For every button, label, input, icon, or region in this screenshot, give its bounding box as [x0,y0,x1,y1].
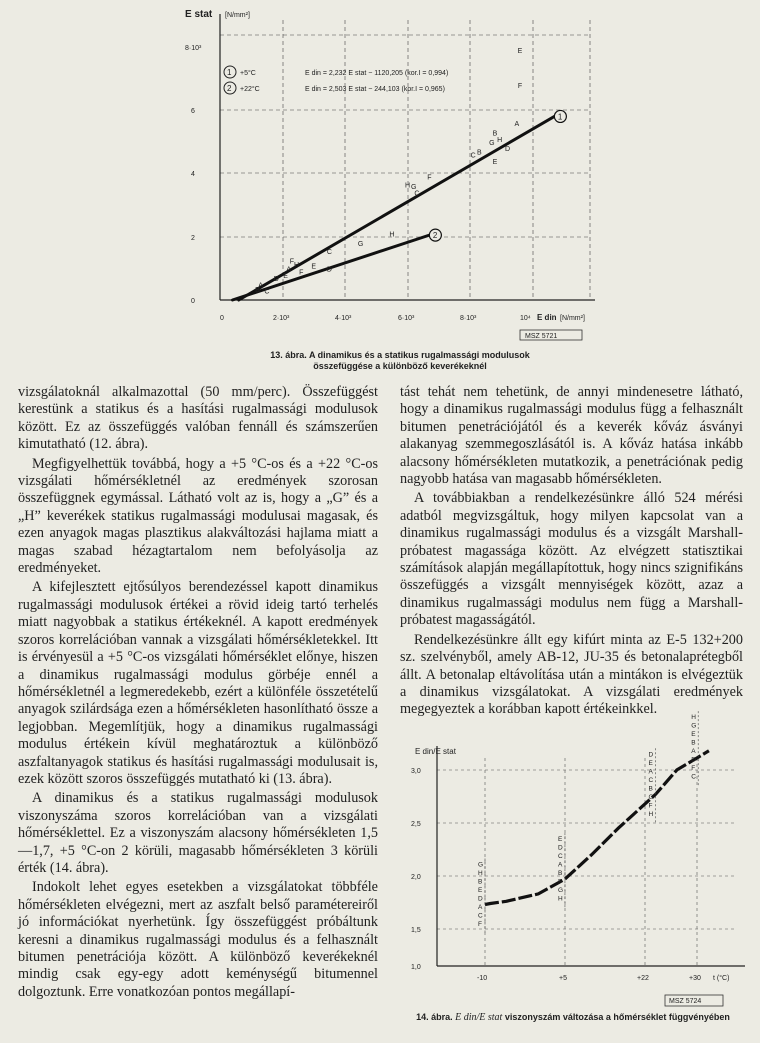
data-point-label: H [478,870,483,878]
y-tick-label: 3,0 [411,768,421,775]
x-tick-label: 6·10³ [398,315,415,322]
figure-13-caption [190,350,610,372]
figure-13-chart [175,0,605,340]
legend-2 [224,82,445,94]
data-point-label: B [557,870,563,878]
x-tick-label: +5 [559,975,567,982]
data-point-label: F [289,258,295,266]
x-tick-label: -10 [477,975,488,982]
data-point-label: F [299,269,304,277]
figure-14-chart [405,714,750,1013]
data-point-label: A [478,904,483,912]
data-point-label: B [477,149,482,157]
series-1-equation: E din = 2,232 E stat − 1120,205 (kor.I = 0,994) [305,70,449,77]
data-point-label: C [648,776,654,784]
data-point-label: A [514,120,520,128]
data-point-label: D [648,751,654,759]
y-axis-label: E din/E stat [415,747,456,756]
y-tick-label: 1,0 [411,964,421,971]
series-end-marker-label: 1 [557,112,563,122]
data-point-label: E [648,759,653,767]
paragraph: A dinamikus és a statikus rugalmassági modulusok viszonyszáma szoros korrelációban van a vizsgálati hőmérséklettel. Ez a viszonyszám alacsony hőmérsékleten 1,5—1,7, +5 °C-on 2 körüli, magasabb hőmérsékleten 3 körüli érték (14. ábra). [18,790,378,876]
y-axis-unit: [N/mm²] [225,12,250,19]
data-point-label: E [311,263,317,271]
paragraph: Megfigyelhettük továbbá, hogy a +5 °C-os és a +22 °C-os vizsgálati hőmérsékletnél az eredmények szorosan összefüggnek egymással. Látható volt az is, hogy a „G” és a „H” keverékek statikus rugalmassági modulusai magasak, és ezen anyagok magas plasztikus alakváltozási hajlama miatt a magas szabad hézagtartalom nem befolyásolja az eredményeket. [18,455,378,577]
data-point-label: F [517,82,523,90]
x-tick-label: 0 [220,315,224,322]
data-point-label: C [264,288,270,296]
y-tick-label: 8·10³ [185,45,202,52]
x-tick-label: 2·10³ [273,315,290,322]
y-tick-label: 2,5 [411,821,421,828]
text-column-right [400,384,743,721]
x-tick-label: 4·10³ [335,315,352,322]
caption-prefix: 14. ábra. [416,1012,456,1022]
data-point-label: E [492,158,498,166]
data-point-label: C [691,773,696,781]
data-point-label: H [497,136,503,144]
y-tick-label: 1,5 [411,927,421,934]
caption-text: viszonyszám változása a hőmérséklet függvényében [502,1012,730,1022]
data-point-label: F [691,765,696,773]
data-point-label: D [557,844,563,852]
paragraph: vizsgálatoknál alkalmazottal (50 mm/perc). Összefüggést kerestünk a statikus és a hasítási rugalmassági modulusok között. Ez az összefüggés valóban fennáll és számszerűen kimutatható (12. ábra). [18,384,378,453]
figure-14-caption [398,1012,748,1023]
data-point-label: G [478,861,484,869]
data-point-label: H [294,261,300,269]
x-tick-label: +22 [637,975,649,982]
data-point-label: E [283,272,288,280]
data-point-label: B [255,287,260,295]
data-point-label: H [404,182,411,190]
data-point-label: H [691,714,696,722]
grid [220,20,590,300]
paragraph: tást tehát nem tehetünk, de annyi mindenesetre látható, hogy a dinamikus rugalmassági modulus függ a felhasznált bitumen penetrációjától és a keverék kőváz ásványi alakanyag szemmegoszlásától is. A kőváz hatása inkább alacsony hőmérsékleten mutatkozik, a penetrációnak pedig nagyobb hatása van magasabb hőmérsékleten. [400,384,743,488]
data-point-label: C [414,190,420,198]
data-point-label: B [478,878,483,886]
data-point-label: A [286,266,292,274]
data-point-label: F [557,878,562,886]
data-point-label: F [648,802,653,810]
data-point-label: E [517,48,523,56]
y-tick-label: 2,0 [411,874,421,881]
series-2-marker-label: 2 [227,84,232,93]
x-tick-label: 8·10³ [460,315,477,322]
data-point-label: G [648,793,654,801]
data-point-label: D [478,895,483,903]
y-tick-label: 0 [191,298,195,305]
data-point-label: G [557,887,564,895]
paragraph: Rendelkezésünkre állt egy kifúrt minta az E-5 132+200 sz. szelvényből, amely AB-12, JU-35 és betonalaprétegből állt. A betonalap eltávolítása után a mintákon is elvégeztük a dinamikus vizsgálatokat. A vizsgálati eredmények megegyeztek a korábban kapott értékeinkkel. [400,631,743,718]
x-axis-unit: [N/mm²] [560,315,585,322]
data-point-label: G [357,241,364,249]
stamp: MSZ 5721 [525,333,558,340]
y-tick-label: 6 [191,108,195,115]
caption-line: összefüggése a különböző keverékeknél [313,361,487,371]
caption-line: 13. ábra. A dinamikus és a statikus rugalmassági modulusok [270,350,530,360]
x-tick-label: 10⁴ [520,315,531,322]
series-2-temp: +22°C [240,86,260,93]
data-point-label: D [691,756,696,764]
data-point-label: A [258,282,263,290]
data-point-label: C [326,249,332,257]
data-point-label: E [557,836,563,844]
ratio-curve [485,751,709,905]
series-2-equation: E din = 2,503 E stat − 244,103 (kor.I = 0,965) [305,86,445,93]
data-point-label: A [648,768,653,776]
paragraph: Indokolt lehet egyes esetekben a vizsgálatokat többféle hőmérsékleten elvégezni, mert az aszfalt belső paramétereiről jó információkat nyerhetünk. Így összefüggést próbáltunk keresni a dinamikus rugalmassági modulus és a felhasznált bitumen penetrációja között. A különböző keverékeknél mindig csak egy-egy adott keménységű bitumennel dolgoztunk. Erre vonatkozóan pontos megállapí- [18,879,378,1000]
data-point-label: D [504,146,511,154]
data-point-label: D [273,276,279,284]
data-point-label: H [389,231,395,239]
data-point-label: H [557,895,563,903]
x-tick-label: +30 [689,975,701,982]
y-axis-label: E stat [185,9,213,20]
series-1-temp: +5°C [240,70,256,77]
series-end-marker-label: 2 [432,231,438,241]
paragraph: A kifejlesztett ejtősúlyos berendezéssel kapott dinamikus rugalmassági modulusok értékei a rövid ideig tartó terhelés miatt nagyobbak a statikus értékeknél. A kapott eredmények szoros korrelációban vannak a vizsgálati hőmérsékletekkel. Itt is érvényesül a +5 °C-os vizsgálati hőmérséklet előnye, hiszen a dinamikus rugalmassági modulus görbéje ennél a hőmérsékletnél a legmeredekebb, ezért a különféle összetételű anyagok szilárdsága ezen a hőmérsékleten hasonlítható össze a legjobban. Megemlítjük, hogy a dinamikus rugalmassági modulus értékein kívül meghatároztuk a különböző aszfaltanyagok statikus és hasítási rugalmassági modulusait is, ezek között szoros összefüggés mutatható ki (13. ábra). [18,579,378,787]
y-tick-label: 4 [191,171,195,178]
paragraph: A továbbiakban a rendelkezésünkre álló 524 mérési adatból megvizsgáltuk, hogy milyen kapcsolat van a dinamikus rugalmassági modulus és a vizsgált Marshall-próbatest magassága között. Az elvégzett statisztikai számítások alapján megállapítottuk, hogy nincs szignifikáns összefüggés a vizsgált mennyiségek között, azaz a dinamikus rugalmassági modulus nem függ a Marshall-próbatest magasságától. [400,490,743,629]
data-point-label: B [691,739,696,747]
x-axis-label: t (°C) [713,975,730,982]
stamp: MSZ 5724 [669,998,702,1005]
data-point-label: H [648,810,654,818]
data-point-label: E [691,731,696,739]
data-point-label: E [478,887,483,895]
data-point-label: F [478,921,482,929]
y-tick-label: 2 [191,235,195,242]
data-point-label: A [691,748,696,756]
data-point-label: B [492,130,498,138]
caption-symbol: E din/E stat [455,1012,503,1023]
figure-14-plot-area [478,711,709,932]
data-point-label: F [427,174,432,182]
data-point-label: G [489,139,495,147]
data-point-label: B [648,785,653,793]
data-point-label: C [470,152,476,160]
legend-1 [224,66,448,78]
text-column-left [18,384,378,1003]
data-point-label: G [411,184,417,192]
x-axis-label: E din [537,313,557,322]
data-point-label: C [478,912,483,920]
data-point-label: A [557,861,563,869]
data-point-label: C [557,853,563,861]
data-point-label: D [326,266,332,274]
series-1-marker-label: 1 [227,68,232,77]
data-point-label: G [691,722,697,730]
